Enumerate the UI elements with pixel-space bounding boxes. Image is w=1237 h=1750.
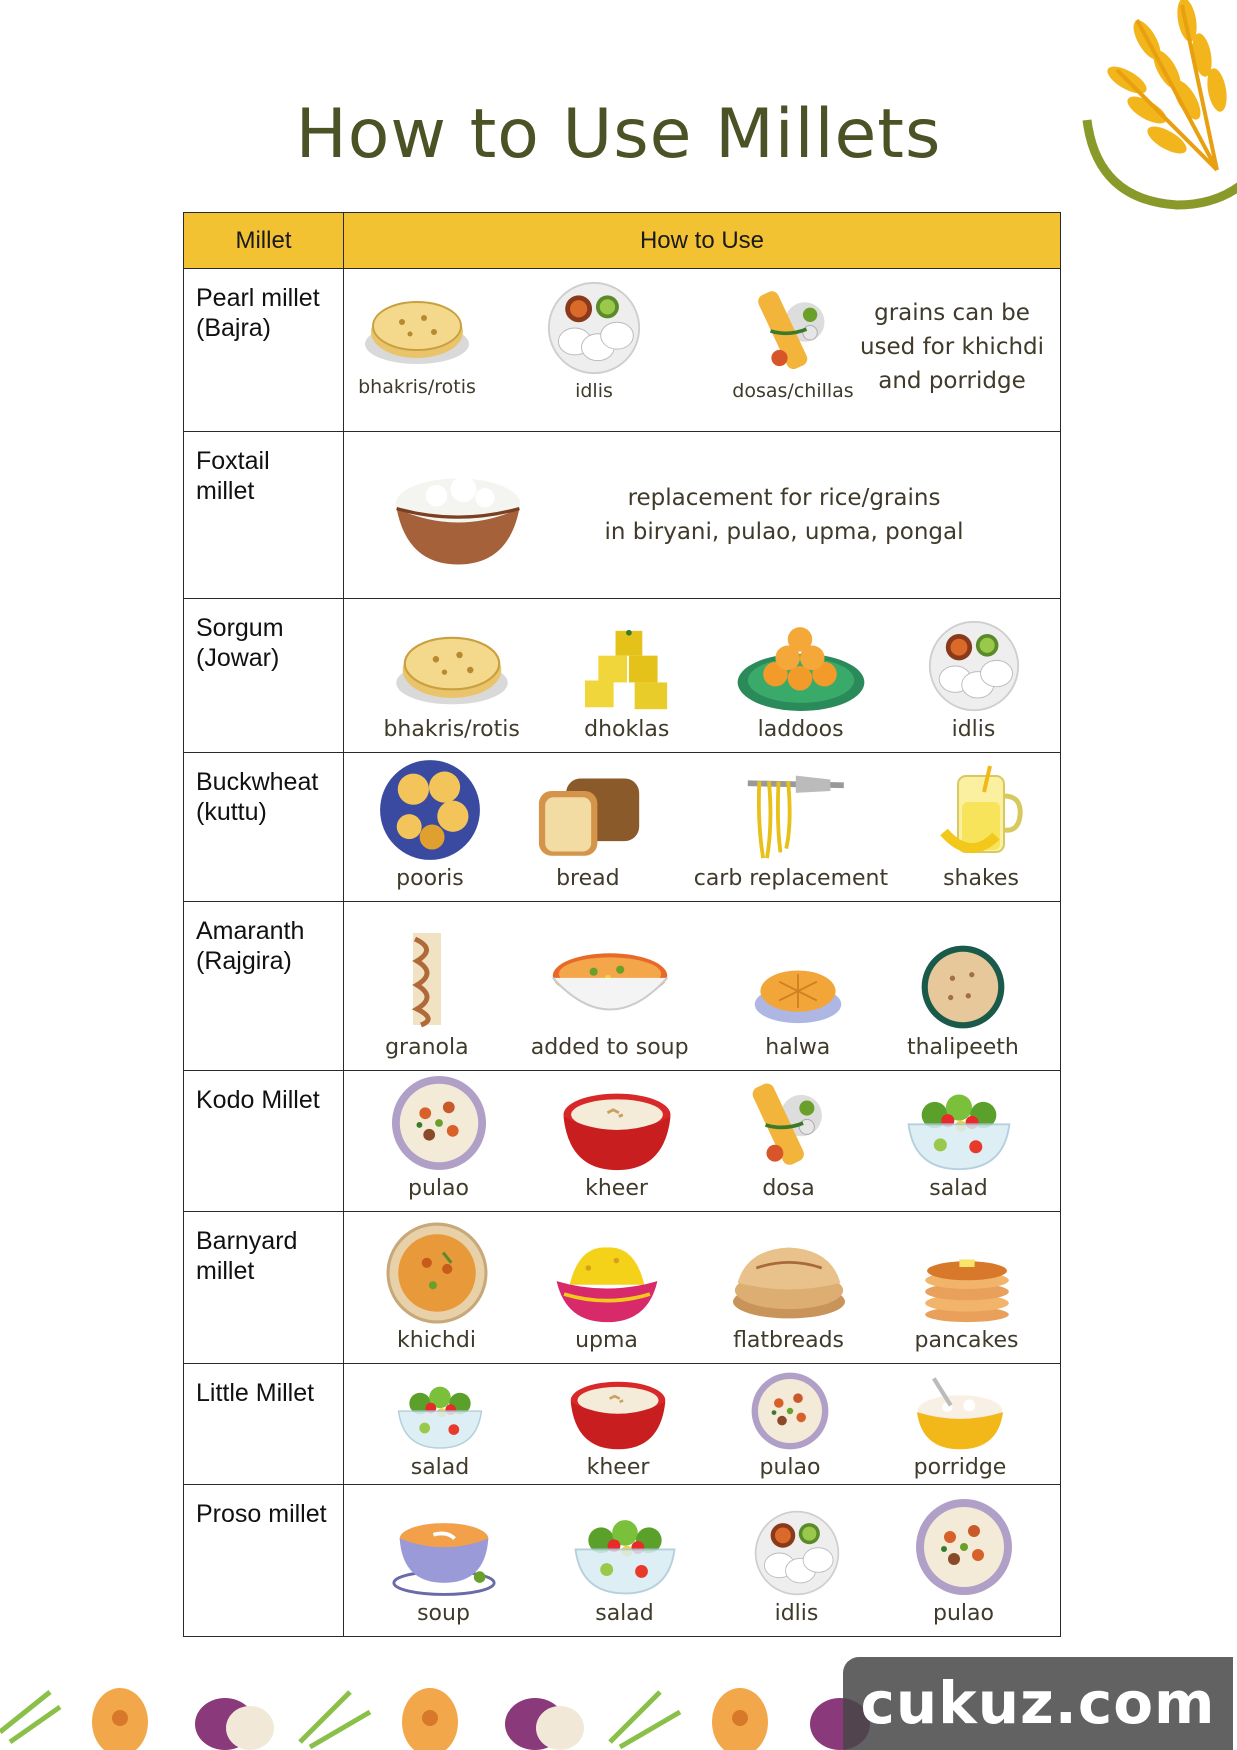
- usage-label: idlis: [774, 1600, 819, 1626]
- usage-label: salad: [929, 1175, 988, 1201]
- usage-label: khichdi: [397, 1327, 476, 1353]
- usage-item: [383, 627, 519, 742]
- usage-item: [559, 1086, 675, 1201]
- rice-bowl-icon: [388, 461, 528, 569]
- millet-name: [184, 1364, 344, 1485]
- pulao-icon: [390, 1074, 488, 1172]
- salad-icon: [394, 1379, 486, 1451]
- usage-label: dosa: [762, 1175, 815, 1201]
- usage-item: [352, 292, 482, 398]
- usage-item: [728, 286, 858, 402]
- usage-item: [751, 955, 845, 1060]
- millet-name-text: Foxtail millet: [196, 447, 270, 505]
- usage-cell: [344, 1071, 1061, 1212]
- usage-label: porridge: [913, 1454, 1007, 1480]
- usage-note: replacement for rice/grains in biryani, pulao, upma, pongal: [604, 484, 964, 545]
- bread-icon: [530, 768, 646, 862]
- soup-bowl-icon: [548, 939, 672, 1031]
- millet-name-text: Little Millet: [196, 1379, 315, 1407]
- usage-item: [914, 1497, 1014, 1626]
- usage-item: [734, 621, 868, 742]
- table-row: [184, 1364, 1061, 1485]
- poori-icon: [378, 758, 482, 862]
- usage-item: [570, 1511, 680, 1626]
- millet-usage-table: [183, 212, 1061, 1637]
- usage-items: [344, 1072, 1060, 1211]
- usage-label: soup: [417, 1600, 470, 1626]
- table-row: [184, 599, 1061, 753]
- pancake-icon: [919, 1248, 1015, 1324]
- usage-label: idlis: [951, 716, 996, 742]
- millet-name-text: Barnyard millet: [196, 1227, 298, 1285]
- usage-label: pulao: [759, 1454, 821, 1480]
- usage-cell: [344, 1212, 1061, 1364]
- laddoo-icon: [734, 621, 868, 713]
- usage-label: pooris: [396, 865, 464, 891]
- usage-label: idlis: [575, 379, 613, 402]
- usage-label: granola: [385, 1034, 469, 1060]
- usage-label: carb replacement: [693, 865, 889, 891]
- usage-label: pancakes: [914, 1327, 1019, 1353]
- usage-items: [344, 903, 1060, 1070]
- usage-label: salad: [410, 1454, 470, 1480]
- dhokla-icon: [579, 627, 675, 713]
- table-row: [184, 432, 1061, 599]
- soup-bowl-icon: [391, 1509, 497, 1597]
- vegetable-icon: [0, 1688, 870, 1750]
- usage-items: [344, 1365, 1060, 1484]
- usage-item: [534, 280, 654, 402]
- usage-item: [579, 627, 675, 742]
- usage-item: [750, 1371, 830, 1480]
- roti-icon: [362, 292, 472, 372]
- usage-label: salad: [595, 1600, 654, 1626]
- millet-name-text: Pearl millet (Bajra): [196, 284, 320, 342]
- millet-name: [184, 599, 344, 753]
- roti-icon: [393, 627, 511, 713]
- thalipeeth-icon: [919, 943, 1007, 1031]
- usage-item: [694, 766, 888, 891]
- shake-icon: [936, 762, 1026, 862]
- usage-items: [344, 1486, 1060, 1636]
- table-row: [184, 1485, 1061, 1637]
- usage-label: bread: [556, 865, 620, 891]
- table-row: [184, 753, 1061, 902]
- porridge-icon: [910, 1375, 1010, 1451]
- table-row: [184, 1212, 1061, 1364]
- usage-item: [391, 1509, 497, 1626]
- usage-label: bhakris/rotis: [358, 375, 476, 398]
- salad-icon: [570, 1511, 680, 1597]
- millet-name: [184, 1485, 344, 1637]
- millet-name: [184, 902, 344, 1071]
- millet-name-text: Amaranth (Rajgira): [196, 917, 305, 975]
- millet-name-text: Buckwheat (kuttu): [196, 768, 319, 826]
- usage-item: [726, 1240, 852, 1353]
- usage-item: [386, 1222, 488, 1353]
- upma-icon: [551, 1240, 663, 1324]
- usage-item: [394, 1379, 486, 1480]
- usage-item: [910, 1375, 1010, 1480]
- usage-item: [927, 619, 1021, 742]
- page-title: How to Use Millets: [295, 95, 942, 174]
- pulao-icon: [914, 1497, 1014, 1597]
- idli-plate-icon: [927, 619, 1021, 713]
- usage-label: kheer: [585, 1175, 648, 1201]
- header-millet: Millet: [184, 213, 344, 269]
- usage-item: [531, 939, 689, 1060]
- usage-items: [344, 754, 1060, 901]
- usage-cell: [344, 1485, 1061, 1637]
- usage-item: [936, 762, 1026, 891]
- flatbread-icon: [726, 1240, 852, 1324]
- usage-label: upma: [575, 1327, 638, 1353]
- dosa-icon: [746, 1078, 832, 1172]
- usage-label: bhakris/rotis: [383, 716, 520, 742]
- usage-item: [566, 1375, 670, 1480]
- usage-items: [344, 1213, 1060, 1363]
- wheat-logo-icon: [1067, 0, 1237, 215]
- usage-cell: [344, 902, 1061, 1071]
- millet-name: [184, 1212, 344, 1364]
- table-row: [184, 902, 1061, 1071]
- millet-name-text: Sorgum (Jowar): [196, 614, 284, 672]
- usage-item: [551, 1240, 663, 1353]
- usage-item: [903, 1086, 1015, 1201]
- dosa-icon: [751, 286, 835, 376]
- usage-label: thalipeeth: [906, 1034, 1019, 1060]
- usage-item: [907, 943, 1019, 1060]
- watermark: cukuz.com: [843, 1657, 1233, 1750]
- millet-name: [184, 432, 344, 599]
- pulao-icon: [750, 1371, 830, 1451]
- usage-item: [390, 1074, 488, 1201]
- usage-note: grains can be used for khichdi and porridge: [859, 299, 1045, 394]
- usage-label: shakes: [943, 865, 1019, 891]
- table-row: [184, 1071, 1061, 1212]
- usage-item: [753, 1509, 841, 1626]
- table-row: [184, 269, 1061, 432]
- usage-label: dhoklas: [584, 716, 670, 742]
- millet-name: [184, 269, 344, 432]
- millet-name-text: Proso millet: [196, 1500, 327, 1528]
- usage-label: pulao: [408, 1175, 469, 1201]
- usage-item: [385, 927, 469, 1060]
- kheer-icon: [566, 1375, 670, 1451]
- table-header-row: [184, 213, 1061, 269]
- millet-name: [184, 753, 344, 902]
- usage-label: kheer: [586, 1454, 650, 1480]
- kheer-icon: [559, 1086, 675, 1172]
- usage-cell: [344, 432, 1061, 599]
- noodles-fork-icon: [736, 766, 846, 862]
- usage-item: [530, 768, 646, 891]
- usage-cell: [344, 269, 1061, 432]
- granola-bar-icon: [407, 927, 447, 1031]
- usage-label: added to soup: [530, 1034, 689, 1060]
- usage-item: [915, 1248, 1019, 1353]
- usage-cell: [344, 599, 1061, 753]
- usage-item: [746, 1078, 832, 1201]
- usage-items: [344, 600, 1060, 752]
- idli-plate-icon: [753, 1509, 841, 1597]
- usage-item: [378, 758, 482, 891]
- khichdi-icon: [386, 1222, 488, 1324]
- millet-name-text: Kodo Millet: [196, 1086, 320, 1114]
- usage-label: laddoos: [757, 716, 844, 742]
- usage-label: pulao: [933, 1600, 994, 1626]
- usage-label: halwa: [765, 1034, 831, 1060]
- usage-label: dosas/chillas: [732, 379, 854, 402]
- usage-cell: [344, 753, 1061, 902]
- idli-plate-icon: [546, 280, 642, 376]
- header-how-to-use: How to Use: [344, 213, 1061, 269]
- salad-icon: [903, 1086, 1015, 1172]
- halwa-icon: [751, 955, 845, 1031]
- usage-label: flatbreads: [733, 1327, 844, 1353]
- usage-cell: [344, 1364, 1061, 1485]
- millet-name: [184, 1071, 344, 1212]
